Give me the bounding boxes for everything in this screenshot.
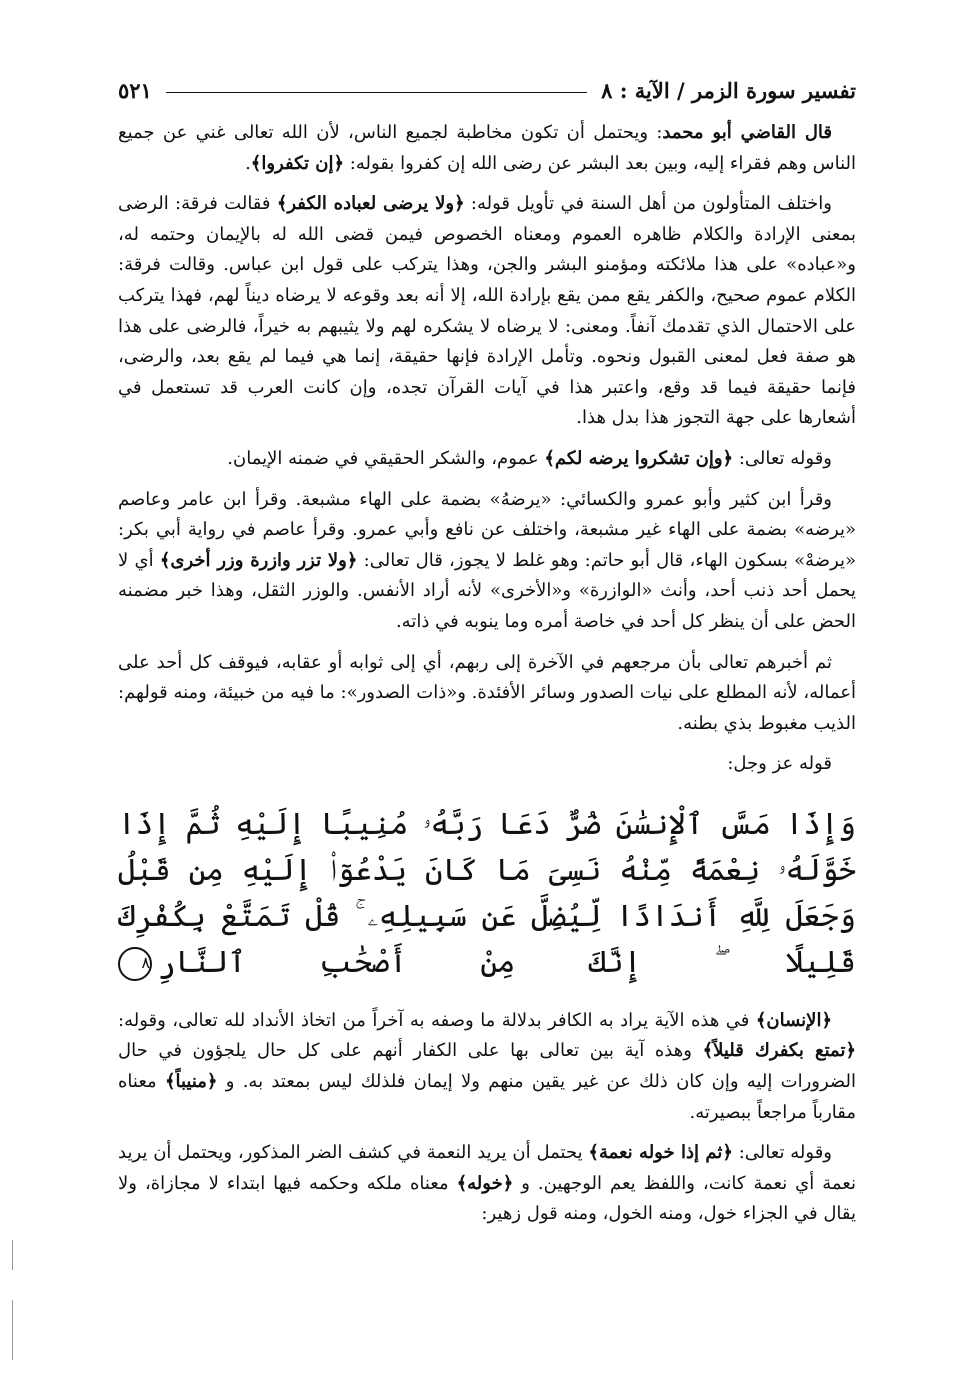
quran-verse	[118, 802, 856, 986]
paragraph-text: أي لا يحمل أحد ذنب أحد، وأنث «الوازرة» و«الأخرى» لأنه أراد الأنفس. والوزر الثقل، وهذا خبر مضمنه الحض على أن ينظر كل أحد في خاصة أمره وما ينوبه في ذاته.	[118, 549, 856, 632]
commentary-paragraph	[118, 1138, 856, 1230]
quoted-phrase: ﴿ثم إذا خوله نعمة﴾	[588, 1142, 733, 1164]
verse-text: وَإِذَا مَسَّ ٱلْإِنسَٰنَ ضُرٌّ دَعَا رَبَّهُۥ مُنِيبًا إِلَيْهِ ثُمَّ إِذَا خَوَّلَهُۥ نِعْمَةً مِّنْهُ نَسِىَ مَا كَانَ يَدْعُوٓا۟ إِلَيْهِ مِن قَبْلُ وَجَعَلَ لِلَّهِ أَندَادًا لِّيُضِلَّ عَن سَبِيلِهِۦ ۚ قُلْ تَمَتَّعْ بِكُفْرِكَ قَلِيلًا ۖ إِنَّكَ مِنْ أَصْحَٰبِ ٱلنَّارِ	[118, 806, 856, 980]
paragraph-text: وقوله تعالى:	[732, 1142, 833, 1164]
quoted-phrase: ﴿منيباً﴾	[164, 1071, 218, 1093]
commentary-paragraph	[118, 118, 856, 179]
quoted-phrase: ﴿الإنسان﴾	[755, 1009, 832, 1031]
commentary-after-verse	[118, 1006, 856, 1230]
running-title: تفسير سورة الزمر / الآية : ٨	[601, 77, 856, 103]
paragraph-text: يحتمل أن يريد النعمة في كشف الضر المذكور، ويحتمل أن يريد نعمة أي نعمة كانت، واللفظ يعم الوجهين. و	[118, 1142, 857, 1194]
page-number: ٥٢١	[118, 77, 152, 103]
paragraph-text: فقالت فرقة: الرضى بمعنى الإرادة والكلام ظاهره العموم ومعناه الخصوص فيمن قضى الله له بالإيمان وحتمه له، و«عباده» على هذا ملائكته ومؤمنو البشر والجن، وهذا يتركب على قول ابن عباس. وقالت فرقة: الكلام عموم صحيح، والكفر يقع ممن يقع بإرادة الله، إلا أنه بعد وقوعه لا يرضاه ديناً لهم، فهذا يتركب على الاحتمال الذي تقدمك آنفاً. ومعنى: لا يرضاه لا يشكره لهم ولا يثيبهم به خيراً، فالرضى على هذا هو صفة فعل لمعنى القبول ونحوه. وتأمل الإرادة فإنها حقيقة، إنما هي فيما لم يقع بعد، والرضى، فإنما حقيقة فيما قد وقع، واعتبر هذا في آيات القرآن تجده، وإن كانت العرب قد تستعمل في أشعارها على جهة التجوز هذا بدل هذا.	[118, 193, 856, 429]
quoted-phrase: ﴿تمتع بكفرك قليلاً﴾	[702, 1040, 856, 1062]
quoted-phrase: ﴿ولا تزر وازرة وزر أخرى﴾	[159, 549, 358, 571]
paragraph-text: معناه ملكه وحكمه فيها ابتداء لا مجازاة، ولا يقال في الجزاء خول، ومنه الخول، ومنه قول زهير:	[118, 1172, 856, 1225]
margin-scan-mark	[12, 1240, 13, 1270]
commentary-before-verse	[118, 118, 856, 780]
commentary-paragraph	[118, 648, 856, 740]
commentary-paragraph	[118, 485, 856, 638]
paragraph-text: وهذه آية بين تعالى بها على الكفار أنهم على كل حال يلجؤون في حال الضرورات إليه وإن كان ذلك عن غير يقين منهم ولا إيمان فلذلك ليس بمعتد به. و	[118, 1040, 856, 1093]
header-rule	[166, 92, 587, 93]
paragraph-text: معناه مقارباً مراجعاً ببصيرته.	[118, 1071, 856, 1123]
paragraph-text: قوله عز وجل:	[727, 753, 832, 775]
quoted-phrase: ﴿وإن تشكروا يرضه لكم﴾	[544, 447, 734, 469]
page-body	[118, 118, 856, 1240]
quoted-phrase: ﴿خوله﴾	[456, 1172, 514, 1194]
quoted-phrase: ﴿ولا يرضى لعباده الكفر﴾	[276, 193, 465, 215]
ayah-number-marker: ٨	[118, 947, 152, 981]
margin-scan-mark	[12, 1300, 13, 1360]
commentary-paragraph	[118, 189, 856, 434]
quoted-phrase: قال القاضي أبو محمد	[662, 122, 832, 143]
commentary-paragraph	[118, 444, 856, 475]
paragraph-text: واختلف المتأولون من أهل السنة في تأويل قوله:	[464, 193, 832, 215]
commentary-paragraph	[118, 749, 856, 780]
paragraph-text: ثم أخبرهم تعالى بأن مرجعهم في الآخرة إلى ربهم، أي إلى ثوابه أو عقابه، فيوقف كل أحد على أعماله، لأنه المطلع على نيات الصدور وسائر الأفئدة. و«ذات الصدور»: ما فيه من خبيئة، ومنه قولهم: الذيب مغبوط بذي بطنه.	[118, 651, 856, 734]
paragraph-text: .	[245, 152, 251, 174]
commentary-paragraph	[118, 1006, 856, 1128]
paragraph-text: وقرأ ابن كثير وأبو عمرو والكسائي: «يرضهُ» بضمة على الهاء مشبعة. وقرأ ابن عامر وعاصم «يرضه» بضمة على الهاء غير مشبعة، واختلف عن نافع وأبي عمرو. وقرأ عاصم في رواية أبي بكر: «يرضهْ» بسكون الهاء، قال أبو حاتم: وهو غلط لا يجوز، قال تعالى:	[118, 488, 856, 571]
page-header	[118, 70, 856, 110]
paragraph-text: في هذه الآية يراد به الكافر بدلالة ما وصفه به آخراً من اتخاذ الأنداد لله تعالى، وقوله:	[118, 1009, 756, 1031]
paragraph-text: عموم، والشكر الحقيقي في ضمنه الإيمان.	[227, 447, 545, 469]
paragraph-text: : ويحتمل أن تكون مخاطبة لجميع الناس، لأن الله تعالى غني عن جميع الناس وهم فقراء إليه، وبين بعد البشر عن رضى الله إن كفروا بقوله:	[118, 122, 856, 174]
quoted-phrase: ﴿إن تكفروا﴾	[250, 152, 345, 174]
paragraph-text: وقوله تعالى:	[733, 447, 832, 469]
